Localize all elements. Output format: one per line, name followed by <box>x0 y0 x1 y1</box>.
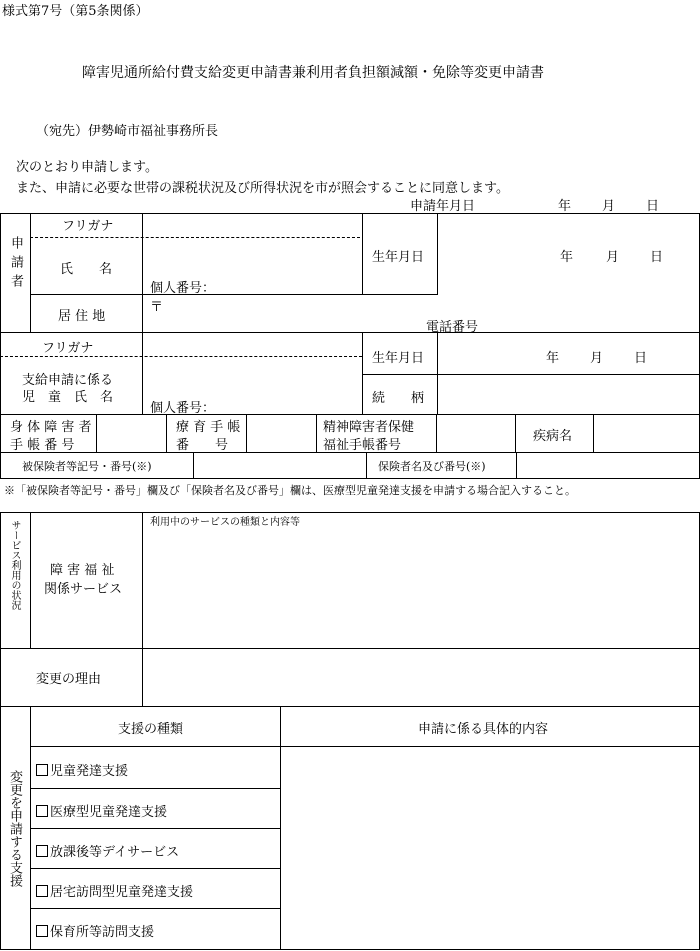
support-content-header: 申請に係る具体的内容 <box>418 722 549 737</box>
child-name-label-2: 児 童 氏 名 <box>22 390 114 405</box>
child-name-label-1: 支給申請に係る <box>22 373 114 388</box>
child-personal-number-label: 個人番号： <box>150 401 216 416</box>
applicant-address-field[interactable] <box>143 295 698 331</box>
phone-label: 電話番号 <box>426 320 479 335</box>
insurer-field[interactable] <box>517 453 698 477</box>
application-date-year[interactable]: 年 <box>558 199 572 214</box>
insured-number-field[interactable] <box>194 453 365 477</box>
application-date-day[interactable]: 日 <box>646 199 660 214</box>
insurance-note: ※「被保険者等記号・番号」欄及び「保険者名及び番号」欄は、医療型児童発達支援を申請する場合記入すること。 <box>4 484 576 497</box>
service-usage-section-label: サービス利用の状況 <box>9 520 20 610</box>
form-number: 様式第7号（第5条関係） <box>2 4 149 19</box>
support-change-section-label: 変更を申請する支援 <box>7 770 22 887</box>
checkbox-icon[interactable] <box>36 764 48 776</box>
support-option-child-development[interactable]: 児童発達支援 <box>36 760 128 779</box>
disease-field[interactable] <box>594 415 698 451</box>
checkbox-icon[interactable] <box>36 925 48 937</box>
support-option-after-school-day-service[interactable]: 放課後等デイサービス <box>36 841 179 860</box>
applicant-section-label: 申請者 <box>8 236 23 293</box>
applicant-birth-day[interactable]: 日 <box>650 250 664 265</box>
applicant-birth-year[interactable]: 年 <box>560 250 574 265</box>
checkbox-icon[interactable] <box>36 805 48 817</box>
applicant-furigana-field[interactable] <box>143 214 361 236</box>
disease-label: 疾病名 <box>533 429 573 444</box>
application-date-label: 申請年月日 <box>410 199 476 214</box>
child-birth-month[interactable]: 月 <box>590 351 604 366</box>
service-category-line-1: 障 害 福 祉 <box>50 563 115 578</box>
child-birthdate-label: 生年月日 <box>372 351 425 366</box>
applicant-birth-month[interactable]: 月 <box>606 250 620 265</box>
service-usage-field[interactable] <box>143 528 698 647</box>
applicant-name-label: 氏 名 <box>60 262 113 277</box>
change-reason-label: 変更の理由 <box>36 672 102 687</box>
child-birth-day[interactable]: 日 <box>634 351 648 366</box>
child-furigana-field[interactable] <box>143 333 361 355</box>
child-furigana-label: フリガナ <box>42 341 94 356</box>
postal-mark: 〒 <box>150 300 164 315</box>
physical-certificate-label-2: 手 帳 番 号 <box>10 438 75 453</box>
physical-certificate-label-1: 身 体 障 害 者 <box>10 420 92 435</box>
checkbox-icon[interactable] <box>36 845 48 857</box>
support-option-medical-child-development[interactable]: 医療型児童発達支援 <box>36 801 167 820</box>
applicant-furigana-label: フリガナ <box>62 219 114 234</box>
support-option-nursery-visit-support[interactable]: 保育所等訪問支援 <box>36 921 154 940</box>
relationship-field[interactable] <box>438 375 698 413</box>
application-date-month[interactable]: 月 <box>602 199 616 214</box>
applicant-address-label: 居 住 地 <box>58 309 106 324</box>
support-content-field[interactable] <box>281 747 698 948</box>
addressee: （宛先）伊勢崎市福祉事務所長 <box>36 124 219 139</box>
checkbox-icon[interactable] <box>36 885 48 897</box>
relationship-label: 続 柄 <box>372 391 425 406</box>
mental-certificate-label-2: 福祉手帳番号 <box>323 438 402 453</box>
ryoiku-certificate-label-2: 番 号 <box>176 438 229 453</box>
applicant-personal-number-label: 個人番号： <box>150 281 216 296</box>
ryoiku-certificate-field[interactable] <box>247 415 315 451</box>
service-category-line-2: 関係サービス <box>44 582 123 597</box>
child-birth-year[interactable]: 年 <box>546 351 560 366</box>
support-type-header: 支援の種類 <box>118 722 184 737</box>
applicant-birthdate-label: 生年月日 <box>372 250 425 265</box>
support-option-home-visit-child-development[interactable]: 居宅訪問型児童発達支援 <box>36 881 193 900</box>
insurer-label: 保険者名及び番号(※) <box>378 460 486 473</box>
mental-certificate-field[interactable] <box>437 415 514 451</box>
insured-number-label: 被保険者等記号・番号(※) <box>22 460 152 473</box>
service-usage-hint: 利用中のサービスの種類と内容等 <box>150 517 300 528</box>
ryoiku-certificate-label-1: 療 育 手 帳 <box>176 420 241 435</box>
statement-line-2: また、申請に必要な世帯の課税状況及び所得状況を市が照会することに同意します。 <box>16 181 509 196</box>
form-title: 障害児通所給付費支給変更申請書兼利用者負担額減額・免除等変更申請書 <box>82 65 544 81</box>
mental-certificate-label-1: 精神障害者保健 <box>323 420 415 435</box>
statement-line-1: 次のとおり申請します。 <box>16 160 158 175</box>
physical-certificate-field[interactable] <box>97 415 165 451</box>
change-reason-field[interactable] <box>143 649 698 705</box>
